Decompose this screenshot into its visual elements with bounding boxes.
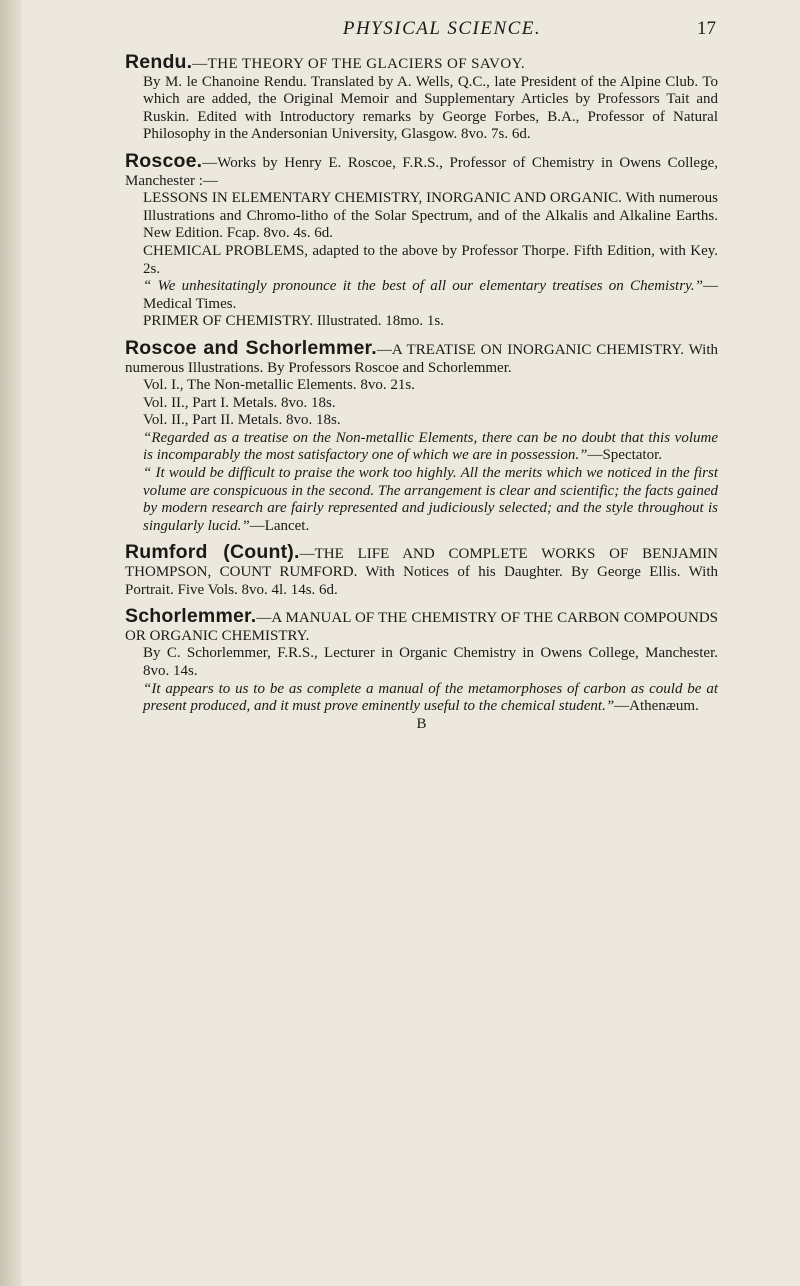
entry-roscoe [125, 149, 718, 331]
page-number: 17 [697, 18, 716, 39]
entry-heading [125, 336, 718, 377]
quote-text: “Regarded as a treatise on the Non-metallic Elements, there can be no doubt that this volume is incomparably the most satisfactory one of which we are in possession.” [143, 429, 718, 464]
entry-description: By C. Schorlemmer, F.R.S., Lecturer in Organic Chemistry in Owens College, Manchester. 8vo. 14s. [143, 645, 718, 679]
quote-source: —Athenæum. [614, 698, 699, 715]
entry-author: Schorlemmer. [125, 605, 257, 628]
quote-source: —Medical Times. [143, 278, 718, 312]
entry-rendu [125, 51, 718, 144]
volume-item: Vol. II., Part II. Metals. 8vo. 18s. [143, 412, 341, 429]
entry-heading [125, 51, 718, 74]
entry-title: —A TREATISE ON INORGANIC CHEMISTRY. With numerous Illustrations. By Professors Roscoe and Schorlemmer. [125, 341, 718, 376]
running-header [168, 18, 716, 42]
quote-text: “It appears to us to be as complete a manual of the metamorphoses of carbon as could be at present produced, and it must prove eminently useful to the chemical student.” [143, 680, 718, 715]
header-title: PHYSICAL SCIENCE. [342, 18, 542, 39]
entry-roscoe-schorlemmer [125, 336, 718, 536]
entry-heading [125, 605, 718, 645]
entry-author: Rendu. [125, 51, 193, 73]
list-item: PRIMER OF CHEMISTRY. Illustrated. 18mo. 1s. [143, 313, 445, 330]
list-item: LESSONS IN ELEMENTARY CHEMISTRY, INORGANIC AND ORGANIC. With numerous Illustrations and Chromo-litho of the Solar Spectrum, and of the Alkalis and Alkaline Earths. New Edition. Fcap. 8vo. 4s. 6d. [143, 190, 718, 242]
entry-heading [125, 541, 718, 599]
entry-title: —THE THEORY OF THE GLACIERS OF SAVOY. [192, 56, 526, 72]
volume-item: Vol. I., The Non-metallic Elements. 8vo. 21s. [143, 377, 415, 394]
quote-text: “ We unhesitatingly pronounce it the best of all our elementary treatises on Chemistry.” [143, 278, 703, 295]
entry-author: Roscoe. [125, 149, 203, 172]
review-quote [125, 278, 718, 313]
signature-mark: B [416, 715, 427, 732]
quote-text: “ It would be difficult to praise the work too highly. All the merits which we noticed in the first volume are conspicuous in the second. The arrangement is clear and scientific; the facts gained by modern research are fairly represented and judiciously selected; and the style throughout is singularly lucid.” [143, 465, 718, 534]
quote-source: —Lancet. [249, 517, 310, 534]
entry-description: By M. le Chanoine Rendu. Translated by A. Wells, Q.C., late President of the Alpine Club. To which are added, the Original Memoir and Supplementary Articles by Professors Tait and Ruskin. Edited with Introductory remarks by George Forbes, B.A., Professor of Natural Philosophy in the Andersonian University, Glasgow. 8vo. 7s. 6d. [143, 73, 718, 143]
review-quote [125, 465, 718, 535]
entry-author: Rumford (Count). [125, 541, 300, 564]
entry-title: —Works by Henry E. Roscoe, F.R.S., Professor of Chemistry in Owens College, Manchester :— [125, 154, 718, 189]
entry-title: —A MANUAL OF THE CHEMISTRY OF THE CARBON COMPOUNDS OR ORGANIC CHEMISTRY. [125, 610, 718, 644]
volume-item: Vol. II., Part I. Metals. 8vo. 18s. [143, 394, 336, 411]
page-edge [0, 0, 22, 1286]
review-quote [125, 430, 718, 465]
entry-schorlemmer [125, 605, 718, 733]
entry-title: —THE LIFE AND COMPLETE WORKS OF BENJAMIN THOMPSON, COUNT RUMFORD. With Notices of his Daughter. By George Ellis. With Portrait. Five Vols. 8vo. 4l. 14s. 6d. [125, 546, 718, 598]
review-quote [125, 681, 718, 716]
entry-rumford [125, 541, 718, 599]
list-item: CHEMICAL PROBLEMS, adapted to the above by Professor Thorpe. Fifth Edition, with Key. 2s. [143, 242, 718, 277]
entry-author: Roscoe and Schorlemmer. [125, 336, 377, 359]
entry-heading [125, 149, 718, 190]
catalogue-body [125, 51, 718, 742]
quote-source: —Spectator. [587, 447, 663, 464]
